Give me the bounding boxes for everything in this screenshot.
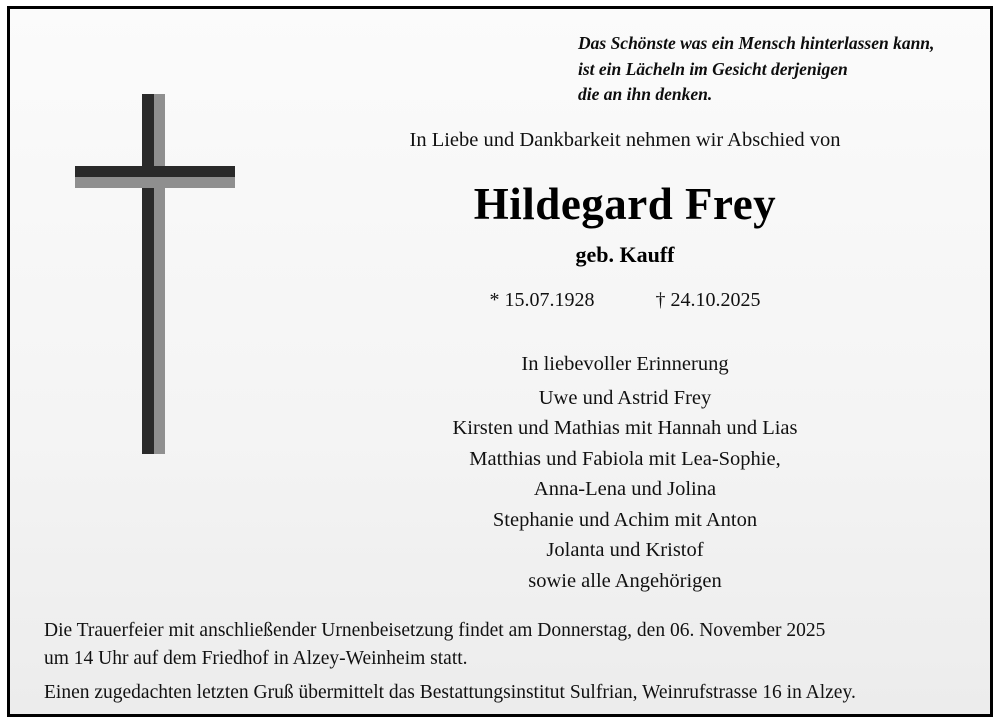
service-line-3: Einen zugedachten letzten Gruß übermittelt das Bestattungsinstitut Sulfrian, Weinrufstrasse 16 in Alzey.: [44, 682, 856, 703]
notice-background: [10, 9, 990, 714]
cross-horizontal-dark: [75, 166, 235, 177]
cross-horizontal-light: [75, 177, 235, 188]
mourners-block: [260, 349, 990, 596]
quote-line-3: die an ihn denken.: [578, 84, 713, 104]
mourner-line: Anna-Lena und Jolina: [533, 478, 717, 500]
quote-line-2: ist ein Lächeln im Gesicht derjenigen: [578, 58, 848, 79]
cross-icon: [70, 94, 260, 474]
mourner-line: Jolanta und Kristof: [546, 539, 704, 561]
death-date: † 24.10.2025: [655, 289, 761, 311]
mourner-line: Matthias und Fabiola mit Lea-Sophie,: [469, 447, 781, 470]
service-line-2: um 14 Uhr auf dem Friedhof in Alzey-Weinheim statt.: [44, 648, 468, 669]
mourner-line: Uwe und Astrid Frey: [538, 386, 712, 409]
cross-vertical-light: [154, 94, 165, 454]
service-details: [44, 617, 964, 707]
life-dates: [260, 289, 990, 312]
maiden-name: geb. Kauff: [575, 242, 675, 267]
notice-main: [260, 127, 990, 596]
intro-text: In Liebe und Dankbarkeit nehmen wir Abschied von: [409, 129, 841, 151]
birth-date: * 15.07.1928: [489, 289, 595, 311]
quote-line-1: Das Schönste was ein Mensch hinterlassen kann,: [578, 33, 935, 53]
notice-frame: [7, 6, 993, 717]
memory-heading: In liebevoller Erinnerung: [521, 353, 729, 375]
memorial-quote: [578, 31, 978, 108]
cross-vertical-dark: [142, 94, 154, 454]
mourner-line: Stephanie und Achim mit Anton: [492, 508, 758, 531]
service-line-1: Die Trauerfeier mit anschließender Urnenbeisetzung findet am Donnerstag, den 06. November 2025: [44, 620, 826, 641]
mourner-line: sowie alle Angehörigen: [528, 569, 722, 592]
mourner-line: Kirsten und Mathias mit Hannah und Lias: [452, 417, 798, 439]
deceased-name: Hildegard Frey: [473, 179, 777, 229]
